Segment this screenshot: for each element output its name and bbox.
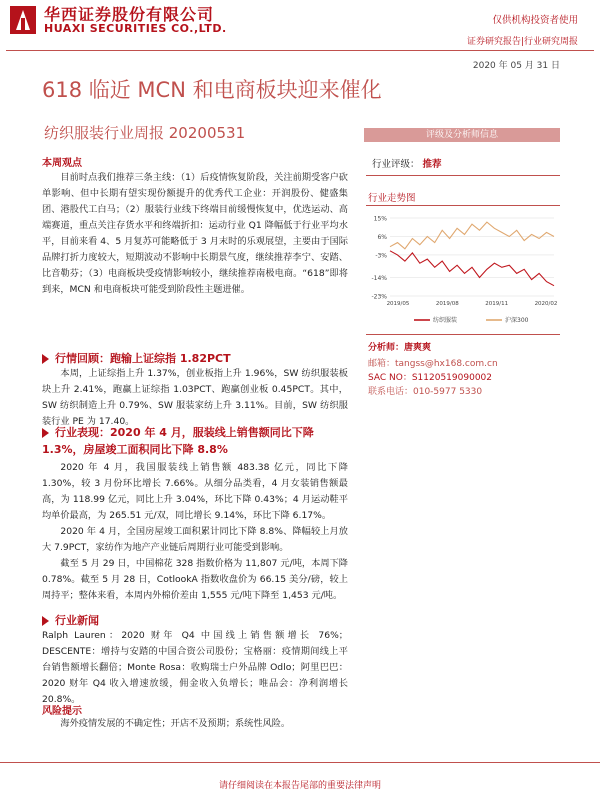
analyst-divider bbox=[366, 334, 560, 335]
rating-value: 推荐 bbox=[422, 159, 442, 170]
chart-x-tick: 2019/05 bbox=[386, 301, 410, 307]
industry-performance-text bbox=[42, 460, 348, 604]
industry-performance-heading-text: 行业表现：2020 年 4 月，服装线上销售额同比下降 1.3%，房屋竣工面积同比下降 8.8% bbox=[42, 426, 314, 456]
triangle-bullet-icon bbox=[42, 616, 49, 626]
rating-label: 行业评级： bbox=[372, 159, 420, 170]
chart-y-tick: -3% bbox=[375, 252, 387, 260]
industry-news-heading bbox=[42, 612, 99, 628]
core-view-heading: 本周观点 bbox=[42, 158, 82, 169]
chart-y-tick: 6% bbox=[377, 233, 387, 241]
huaxi-logo-icon bbox=[8, 4, 38, 36]
market-review-heading bbox=[42, 350, 231, 366]
analyst-name: 分析师：唐爽爽 bbox=[368, 343, 432, 353]
risk-text bbox=[42, 716, 348, 732]
chart-y-tick: 15% bbox=[373, 215, 387, 223]
industry-paragraph-3: 截至 5 月 29 日，中国棉花 328 指数价格为 11,807 元/吨，本周下降 0.78%。截至 5 月 28 日，CotlookA 指数收盘价为 66.15 美分/磅，较上周持平；整体来看，本周内外棉价差由 1,555 元/吨下降至 1,453 元/吨。 bbox=[42, 558, 348, 601]
trend-divider bbox=[366, 205, 560, 206]
market-review-heading-text: 行情回顾：跑输上证综指 1.82PCT bbox=[55, 352, 231, 365]
analyst-sac-no: SAC NO：S1120519090002 bbox=[368, 373, 492, 383]
chart-x-tick: 2020/02 bbox=[534, 301, 558, 307]
legal-notice: 请仔细阅读在本报告尾部的重要法律声明 bbox=[218, 781, 381, 791]
footer-divider bbox=[0, 762, 600, 763]
chart-legend-label: 纺织服装 bbox=[433, 317, 458, 324]
risk-heading: 风险提示 bbox=[42, 706, 82, 717]
chart-x-tick: 2019/08 bbox=[435, 301, 459, 307]
chart-series-line bbox=[390, 222, 554, 249]
core-view-paragraph: 目前时点我们推荐三条主线：（1）后疫情恢复阶段，关注前期受客户砍单影响、但中长期有望实现份额提升的优秀代工企业：开润股份、健盛集团、港股代工白马；（2）服装行业线下终端目前缓慢恢复中，优选运动、高端赛道，重点关注存货水平和终端折扣：运动行业 Q1 降幅低于行业平均水平，目前来看 4、5 月复苏可能略低于 3 月末时的乐观展望，主要由于国际品牌打折力度较大，短期波动不影响中长期景气度，继续推荐李宁、安踏、比音勒芬；（3）电商板块受疫情影响较小，继续推荐南极电商。“618”即将到来，MCN 和电商板块可能受到阶段性主题进催。 bbox=[42, 172, 348, 295]
industry-news-paragraph: Ralph Lauren：2020 财年 Q4 中国线上销售额增长 76%；DESCENTE：增持与安踏的中国合资公司股份；宝格丽：疫情期间线上平台销售额增长翻倍；Monte Rosa：收购瑞士户外品牌 Odlo；阿里巴巴：2020 财年 Q4 收入增速放缓，佣金收入负增长；唯品会：净利润增长 20.8%。 bbox=[42, 630, 348, 705]
chart-legend-label: 沪深300 bbox=[505, 317, 529, 324]
chart-x-tick: 2019/11 bbox=[485, 301, 509, 307]
company-name-en: HUAXI SECURITIES CO.,LTD. bbox=[44, 22, 227, 35]
market-review-paragraph: 本周，上证综指上升 1.37%，创业板指上升 1.96%，SW 纺织服装板块上升 2.41%，跑赢上证综指 1.03PCT、跑赢创业板 0.45PCT。其中，SW 纺织制造上升 0.79%、SW 服装家纺上升 3.11%。目前，SW 纺织服装行业 PE 为 17.40。 bbox=[42, 368, 348, 427]
usage-note: 仅供机构投资者使用 bbox=[492, 15, 578, 26]
company-name-cn: 华西证券股份有限公司 bbox=[44, 5, 215, 24]
report-date: 2020 年 05 月 31 日 bbox=[472, 61, 560, 71]
risk-paragraph: 海外疫情发展的不确定性；开店不及预期；系统性风险。 bbox=[60, 718, 291, 729]
core-view-text bbox=[42, 170, 348, 298]
analyst-phone: 联系电话：010-5977 5330 bbox=[368, 387, 483, 397]
industry-news-heading-text: 行业新闻 bbox=[55, 614, 99, 627]
chart-y-tick: -23% bbox=[371, 293, 387, 301]
trend-chart-title: 行业走势图 bbox=[368, 193, 416, 204]
market-review-text bbox=[42, 366, 348, 430]
header-divider bbox=[6, 50, 594, 51]
report-title: 618 临近 MCN 和电商板块迎来催化 bbox=[42, 78, 382, 102]
analyst-email[interactable]: 邮箱：tangss@hx168.com.cn bbox=[368, 359, 498, 369]
chart-y-tick: -14% bbox=[371, 275, 387, 283]
industry-rating bbox=[372, 156, 442, 170]
industry-trend-chart bbox=[364, 210, 560, 330]
triangle-bullet-icon bbox=[42, 354, 49, 364]
rating-divider bbox=[366, 175, 560, 176]
report-category: 证券研究报告|行业研究周报 bbox=[466, 37, 578, 47]
triangle-bullet-icon bbox=[42, 428, 49, 438]
industry-performance-heading bbox=[42, 424, 352, 458]
industry-news-text bbox=[42, 628, 348, 708]
rating-info-bar: 评级及分析师信息 bbox=[364, 128, 560, 142]
industry-paragraph-2: 2020 年 4 月，全国房屋竣工面积累计同比下降 8.8%、降幅较上月放大 7.9PCT，家纺作为地产产业链后周期行业可能受到影响。 bbox=[42, 526, 348, 553]
industry-paragraph-1: 2020 年 4 月，我国服装线上销售额 483.38 亿元，同比下降 1.30%，较 3 月份环比增长 7.66%。从细分品类看，4 月女装销售额最高，为 118.99 亿元，同比上升 3.04%，环比下降 0.43%；4 月运动鞋平均单价最高，为 265.51 元/双，同比增长 9.14%，环比下降 6.17%。 bbox=[42, 462, 348, 521]
chart-series-line bbox=[390, 251, 554, 286]
report-subtitle: 纺织服装行业周报 20200531 bbox=[44, 124, 246, 142]
